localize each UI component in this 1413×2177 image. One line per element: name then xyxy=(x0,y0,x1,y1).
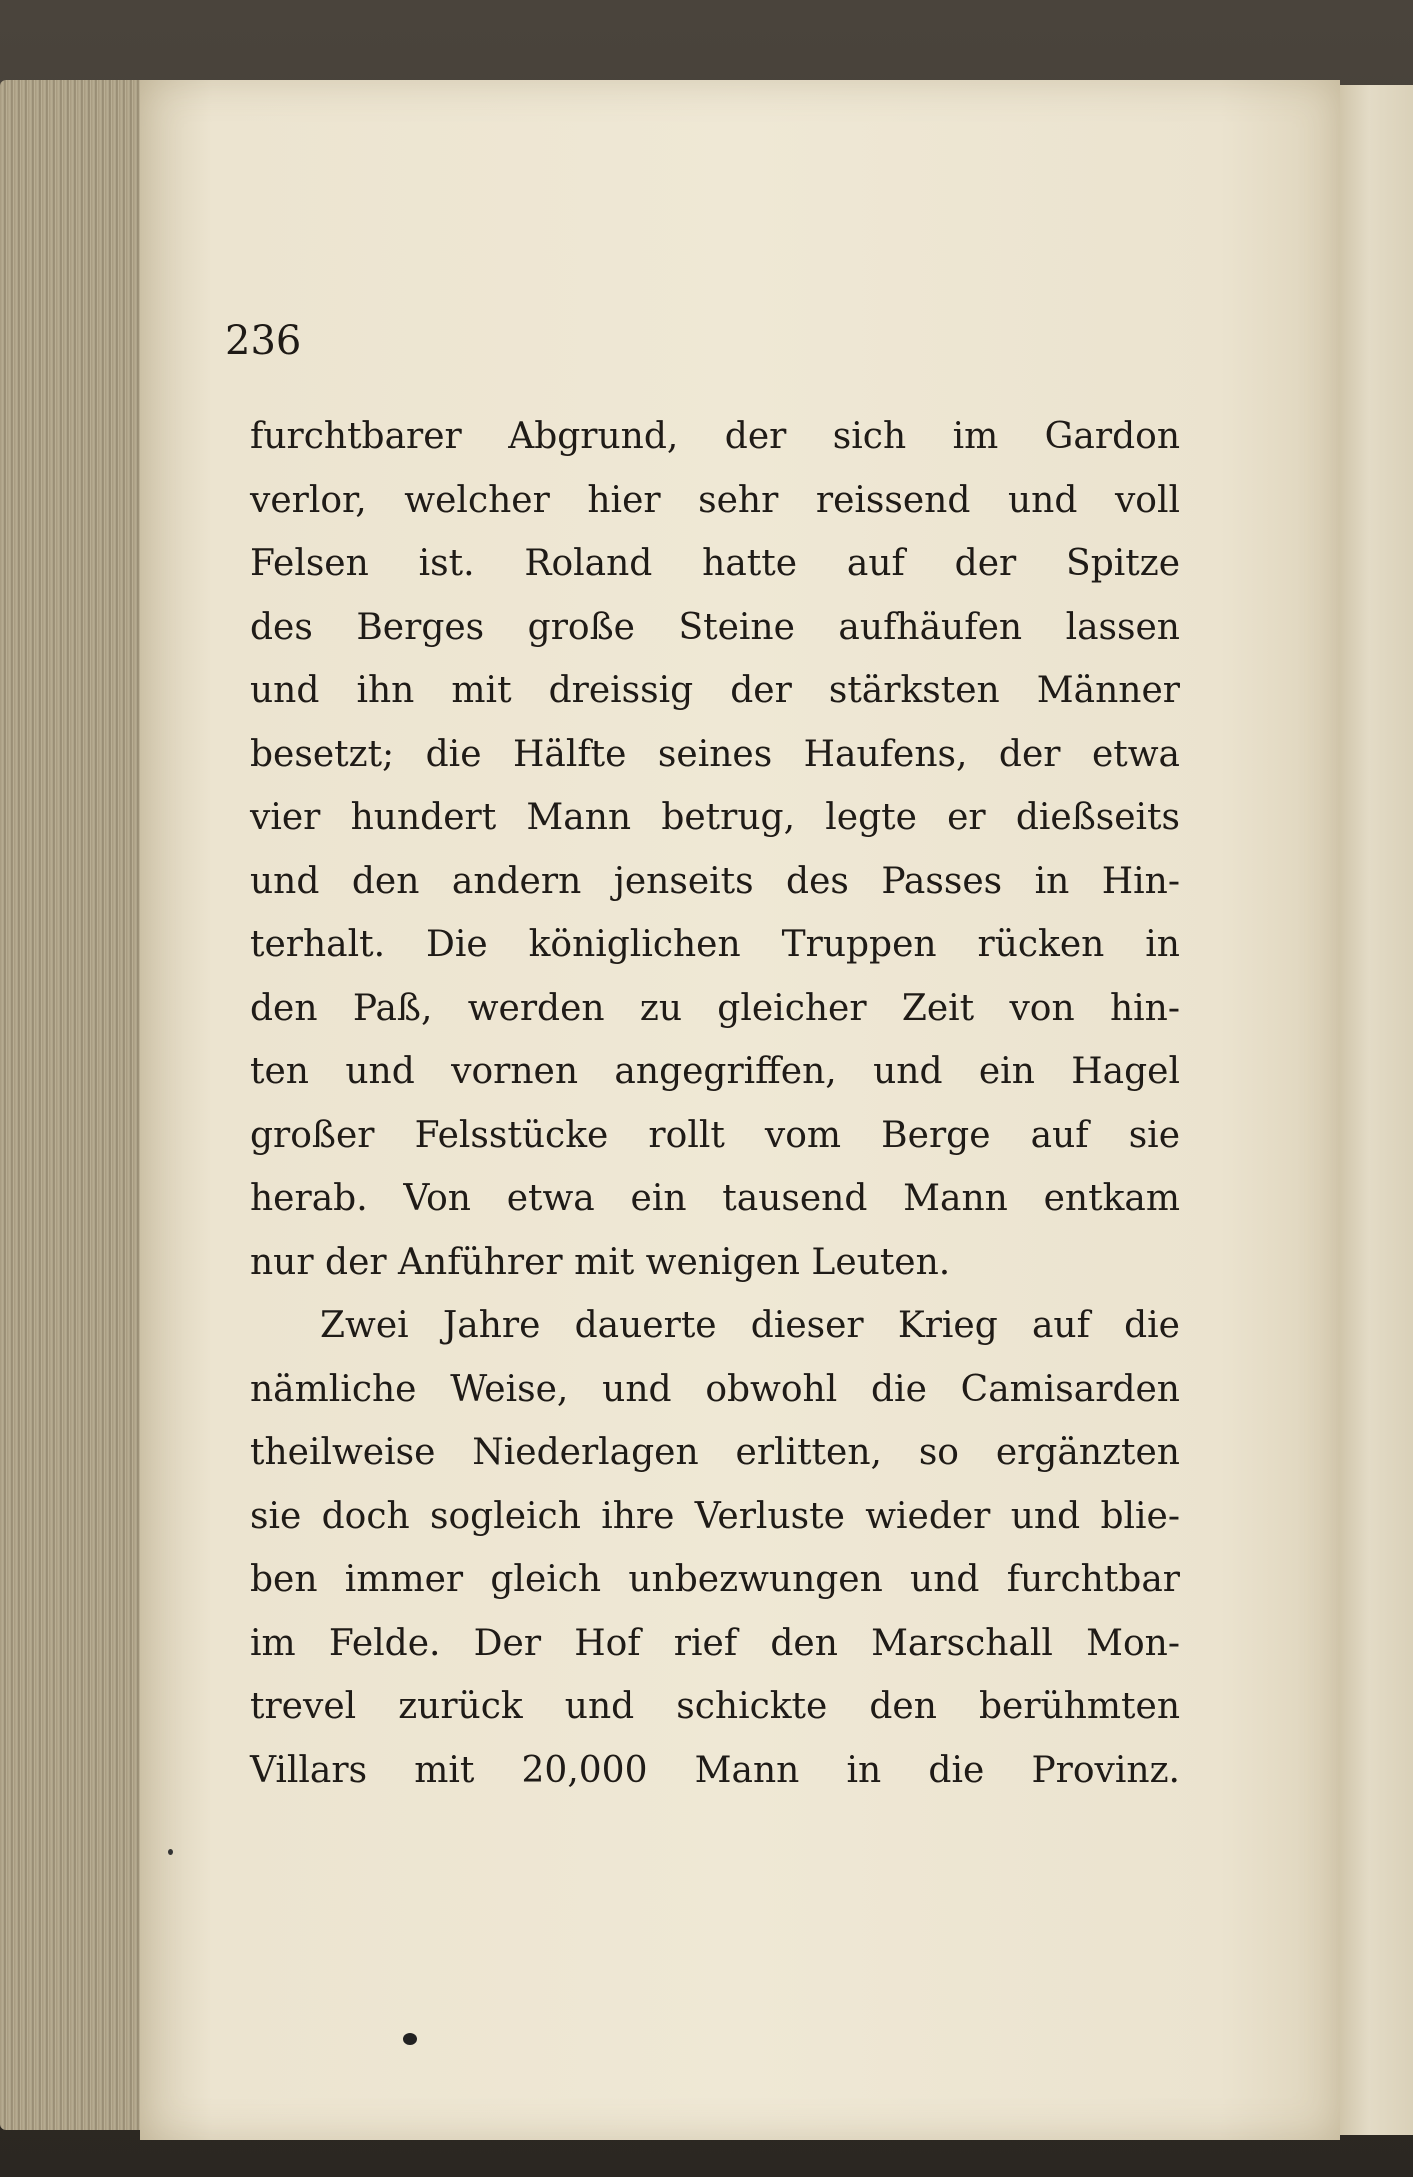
facing-page-edge xyxy=(1335,85,1413,2135)
text-line: den Paß, werden zu gleicher Zeit von hin- xyxy=(250,987,1180,1029)
book-page-edges xyxy=(0,80,150,2130)
text-line: und den andern jenseits des Passes in Hin- xyxy=(250,860,1180,902)
ink-spot xyxy=(403,2033,417,2045)
text-line: Zwei Jahre dauerte dieser Krieg auf die xyxy=(320,1305,1180,1346)
text-line: vier hundert Mann betrug, legte er dießseits xyxy=(250,797,1180,838)
text-line: des Berges große Steine aufhäufen lassen xyxy=(250,606,1180,648)
ink-spot-small xyxy=(168,1849,173,1855)
text-line: verlor, welcher hier sehr reissend und voll xyxy=(250,479,1180,521)
body-text xyxy=(250,405,1180,1802)
text-line: nämliche Weise, und obwohl die Camisarden xyxy=(250,1368,1180,1410)
text-line: großer Felsstücke rollt vom Berge auf sie xyxy=(250,1114,1180,1156)
text-line: sie doch sogleich ihre Verluste wieder und blie- xyxy=(250,1495,1180,1537)
text-line: Villars mit 20,000 Mann in die Provinz. xyxy=(250,1749,1180,1791)
text-line: furchtbarer Abgrund, der sich im Gardon xyxy=(250,416,1180,457)
text-line: trevel zurück und schickte den berühmten xyxy=(250,1686,1180,1727)
text-line: ben immer gleich unbezwungen und furchtbar xyxy=(250,1559,1180,1600)
text-line: nur der Anführer mit wenigen Leuten. xyxy=(250,1241,951,1283)
text-line: terhalt. Die königlichen Truppen rücken in xyxy=(250,924,1180,965)
text-line: theilweise Niederlagen erlitten, so ergänzten xyxy=(250,1432,1180,1473)
text-line: ten und vornen angegriffen, und ein Hagel xyxy=(250,1051,1180,1092)
text-line: Felsen ist. Roland hatte auf der Spitze xyxy=(250,543,1180,584)
page-number: 236 xyxy=(225,318,302,364)
text-line: im Felde. Der Hof rief den Marschall Mon- xyxy=(250,1622,1180,1664)
text-line: herab. Von etwa ein tausend Mann entkam xyxy=(250,1178,1180,1219)
text-line: und ihn mit dreissig der stärksten Männer xyxy=(250,670,1180,711)
text-line: besetzt; die Hälfte seines Haufens, der etwa xyxy=(250,733,1180,775)
